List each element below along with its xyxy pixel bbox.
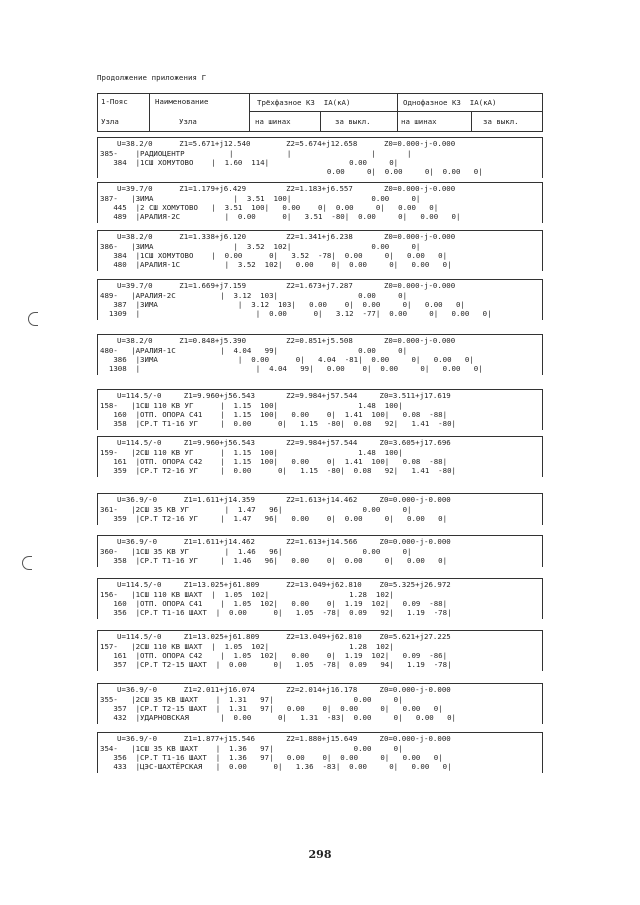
table-row: 357 |СР.Т Т2-15 ШАХТ | 0.00 0| 1.05 -78| 0.09 94| 1.19 -78| bbox=[100, 660, 452, 669]
block-header: U=39.7/0 Z1=1.669+j7.159 Z2=1.673+j7.287 Z0=0.000-j-0.000 bbox=[117, 281, 456, 290]
appendix-caption: Продолжение приложения Г bbox=[97, 73, 207, 82]
block-header: U=114.5/-0 Z1=13.025+j61.809 Z2=13.049+j62.810 Z0=5.325+j26.972 bbox=[117, 580, 451, 589]
table-row: 480- |АРАЛИЯ-1С | 4.04 99| 0.00 0| bbox=[100, 346, 408, 355]
block-header: U=114.5/-0 Z1=13.025+j61.809 Z2=13.049+j62.810 Z0=5.621+j27.225 bbox=[117, 632, 451, 641]
table-header bbox=[97, 93, 543, 133]
table-row: 360- |1СШ 35 КВ УГ | 1.46 96| 0.00 0| bbox=[100, 547, 412, 556]
header-node-belt: 1-Пояс bbox=[101, 97, 128, 106]
header-single-phase-breaker: за выкл. bbox=[483, 117, 519, 126]
table-row: 354- |1СШ 35 КВ ШАХТ | 1.36 97| 0.00 0| bbox=[100, 744, 403, 753]
block-header: U=39.7/0 Z1=1.179+j6.429 Z2=1.183+j6.557 Z0=0.000-j-0.000 bbox=[117, 184, 456, 193]
block-header: U=38.2/0 Z1=0.848+j5.390 Z2=0.851+j5.508 Z0=0.000-j-0.000 bbox=[117, 336, 456, 345]
table-row: 359 |СР.Т Т2-16 УГ | 0.00 0| 1.15 -80| 0.08 92| 1.41 -80| bbox=[100, 466, 456, 475]
node-block bbox=[97, 389, 543, 430]
table-row: 358 |СР.Т Т1-16 УГ | 1.46 96| 0.00 0| 0.00 0| 0.00 0| bbox=[100, 556, 448, 565]
header-three-phase: Трёхфазное КЗ IА(кА) bbox=[257, 98, 351, 107]
table-row: 480 |АРАЛИЯ-1С | 3.52 102| 0.00 0| 0.00 0| 0.00 0| bbox=[100, 260, 452, 269]
table-row: 387- |ЗИМА | 3.51 100| 0.00 0| bbox=[100, 194, 421, 203]
block-header: U=38.2/0 Z1=5.671+j12.540 Z2=5.674+j12.658 Z0=0.000-j-0.000 bbox=[117, 139, 456, 148]
table-row: 387 |ЗИМА | 3.12 103| 0.00 0| 0.00 0| 0.00 0| bbox=[100, 300, 465, 309]
table-row: 489 |АРАЛИЯ-2С | 0.00 0| 3.51 -80| 0.00 0| 0.00 0| bbox=[100, 212, 461, 221]
node-block bbox=[97, 732, 543, 773]
table-row: 384 |1СШ ХОМУТОВО | 1.60 114| 0.00 0| bbox=[100, 158, 399, 167]
table-row: 357 |СР.Т Т2-15 ШАХТ | 1.31 97| 0.00 0| 0.00 0| 0.00 0| bbox=[100, 704, 443, 713]
node-block bbox=[97, 279, 543, 320]
block-header: U=36.9/-0 Z1=1.877+j15.546 Z2=1.880+j15.649 Z0=0.000-j-0.000 bbox=[117, 734, 451, 743]
header-node: Узла bbox=[101, 117, 119, 126]
table-row: 358 |СР.Т Т1-16 УГ | 0.00 0| 1.15 -80| 0.08 92| 1.41 -80| bbox=[100, 419, 456, 428]
table-row: 161 |ОТП. ОПОРА С42 | 1.15 100| 0.00 0| 1.41 100| 0.08 -88| bbox=[100, 457, 448, 466]
node-block bbox=[97, 493, 543, 525]
block-header: U=38.2/0 Z1=1.338+j6.120 Z2=1.341+j6.238 Z0=0.000-j-0.000 bbox=[117, 232, 456, 241]
page-number: 298 bbox=[308, 848, 332, 861]
table-row: 356 |СР.Т Т1-16 ШАХТ | 0.00 0| 1.05 -78| 0.09 92| 1.19 -78| bbox=[100, 608, 452, 617]
table-row: 432 |УДАРНОВСКАЯ | 0.00 0| 1.31 -83| 0.00 0| 0.00 0| bbox=[100, 713, 456, 722]
table-row: 161 |ОТП. ОПОРА С42 | 1.05 102| 0.00 0| 1.19 102| 0.09 -86| bbox=[100, 651, 448, 660]
table-row: 384 |1СШ ХОМУТОВО | 0.00 0| 3.52 -78| 0.00 0| 0.00 0| bbox=[100, 251, 448, 260]
table-row: 356 |СР.Т Т1-16 ШАХТ | 1.36 97| 0.00 0| 0.00 0| 0.00 0| bbox=[100, 753, 443, 762]
node-block bbox=[97, 630, 543, 671]
table-row: 156- |1СШ 110 КВ ШАХТ | 1.05 102| 1.28 102| bbox=[100, 590, 394, 599]
node-block bbox=[97, 182, 543, 223]
header-single-phase: Однофазное КЗ IА(кА) bbox=[403, 98, 497, 107]
block-header: U=114.5/-0 Z1=9.960+j56.543 Z2=9.984+j57.544 Z0=3.511+j17.619 bbox=[117, 391, 451, 400]
node-block bbox=[97, 683, 543, 724]
header-single-phase-bus: на шинах bbox=[401, 117, 437, 126]
punch-hole-mark bbox=[22, 556, 32, 570]
node-block bbox=[97, 436, 543, 477]
table-row: 157- |2СШ 110 КВ ШАХТ | 1.05 102| 1.28 102| bbox=[100, 642, 394, 651]
table-row: 489- |АРАЛИЯ-2С | 3.12 103| 0.00 0| bbox=[100, 291, 408, 300]
table-row: 0.00 0| 0.00 0| 0.00 0| bbox=[100, 167, 483, 176]
block-header: U=36.9/-0 Z1=2.011+j16.074 Z2=2.014+j16.178 Z0=0.000-j-0.000 bbox=[117, 685, 451, 694]
table-row: 160 |ОТП. ОПОРА С41 | 1.15 100| 0.00 0| 1.41 100| 0.08 -88| bbox=[100, 410, 448, 419]
node-block bbox=[97, 535, 543, 567]
node-block bbox=[97, 578, 543, 619]
table-row: 361- |2СШ 35 КВ УГ | 1.47 96| 0.00 0| bbox=[100, 505, 412, 514]
block-header: U=36.9/-0 Z1=1.611+j14.359 Z2=1.613+j14.462 Z0=0.000-j-0.000 bbox=[117, 495, 451, 504]
punch-hole-mark bbox=[28, 312, 38, 326]
table-row: 386- |ЗИМА | 3.52 102| 0.00 0| bbox=[100, 242, 421, 251]
header-three-phase-breaker: за выкл. bbox=[335, 117, 371, 126]
header-name: Наименование bbox=[155, 97, 209, 106]
node-block bbox=[97, 334, 543, 375]
block-header: U=36.9/-0 Z1=1.611+j14.462 Z2=1.613+j14.566 Z0=0.000-j-0.000 bbox=[117, 537, 451, 546]
header-name-node: Узла bbox=[179, 117, 197, 126]
table-row: 433 |ЦЭС-ШАХТЁРСКАЯ | 0.00 0| 1.36 -83| 0.00 0| 0.00 0| bbox=[100, 762, 452, 771]
node-block bbox=[97, 137, 543, 178]
table-row: 159- |2СШ 110 КВ УГ | 1.15 100| 1.48 100| bbox=[100, 448, 403, 457]
table-row: 386 |ЗИМА | 0.00 0| 4.04 -81| 0.00 0| 0.00 0| bbox=[100, 355, 474, 364]
table-row: 385- |РАДИОЦЕНТР | | | | bbox=[100, 149, 412, 158]
table-row: 445 |2 СШ ХОМУТОВО | 3.51 100| 0.00 0| 0.00 0| 0.00 0| bbox=[100, 203, 439, 212]
table-row: 158- |1СШ 110 КВ УГ | 1.15 100| 1.48 100| bbox=[100, 401, 403, 410]
node-block bbox=[97, 230, 543, 271]
table-row: 355- |2СШ 35 КВ ШАХТ | 1.31 97| 0.00 0| bbox=[100, 695, 403, 704]
table-row: 359 |СР.Т Т2-16 УГ | 1.47 96| 0.00 0| 0.00 0| 0.00 0| bbox=[100, 514, 448, 523]
table-row: 1308 | | 4.04 99| 0.00 0| 0.00 0| 0.00 0| bbox=[100, 364, 483, 373]
header-three-phase-bus: на шинах bbox=[255, 117, 291, 126]
table-row: 1309 | | 0.00 0| 3.12 -77| 0.00 0| 0.00 0| bbox=[100, 309, 492, 318]
table-row: 160 |ОТП. ОПОРА С41 | 1.05 102| 0.00 0| 1.19 102| 0.09 -88| bbox=[100, 599, 448, 608]
block-header: U=114.5/-0 Z1=9.960+j56.543 Z2=9.984+j57.544 Z0=3.605+j17.696 bbox=[117, 438, 451, 447]
